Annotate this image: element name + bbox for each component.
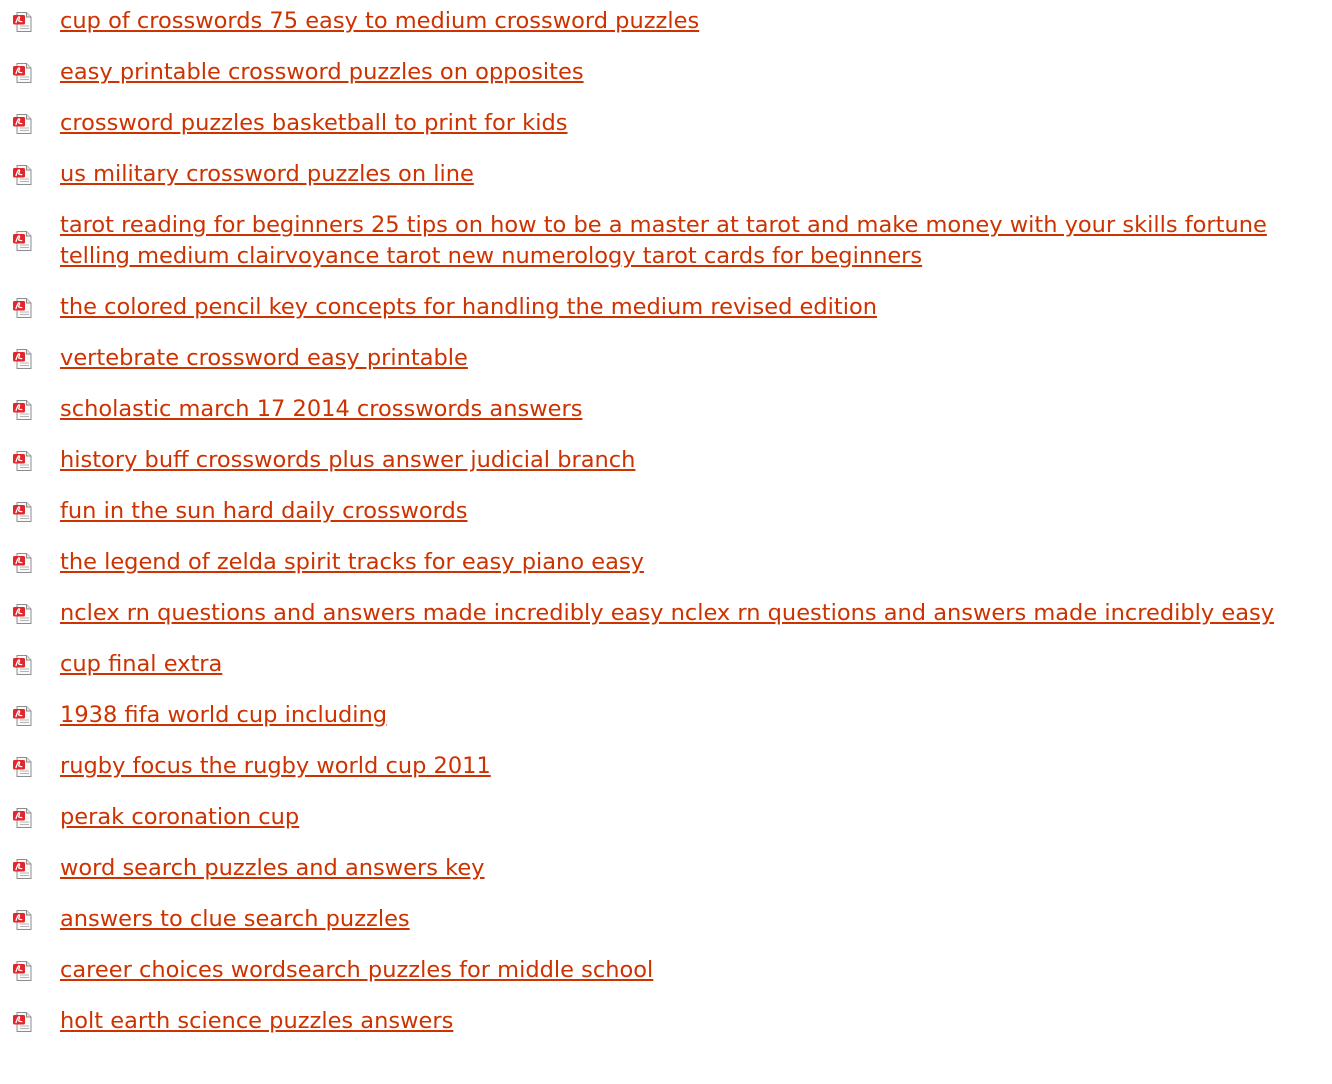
pdf-link[interactable]: fun in the sun hard daily crosswords: [60, 498, 468, 524]
pdf-icon: [12, 450, 34, 472]
pdf-link[interactable]: the colored pencil key concepts for handling the medium revised edition: [60, 294, 878, 320]
list-item: [0, 1006, 1332, 1037]
pdf-icon: [12, 807, 34, 829]
pdf-link[interactable]: crossword puzzles basketball to print for kids: [60, 110, 568, 136]
pdf-link[interactable]: nclex rn questions and answers made incredibly easy nclex rn questions and answers made incredibly easy: [60, 600, 1275, 626]
list-item: [0, 853, 1332, 884]
pdf-icon: [12, 501, 34, 523]
list-item: [0, 649, 1332, 680]
pdf-link[interactable]: the legend of zelda spirit tracks for easy piano easy: [60, 549, 644, 575]
list-item: [0, 598, 1332, 629]
list-item: [0, 343, 1332, 374]
pdf-link[interactable]: word search puzzles and answers key: [60, 855, 485, 881]
pdf-icon: [12, 858, 34, 880]
pdf-link[interactable]: cup of crosswords 75 easy to medium crossword puzzles: [60, 8, 700, 34]
list-item: [0, 57, 1332, 88]
pdf-link[interactable]: vertebrate crossword easy printable: [60, 345, 468, 371]
list-item: [0, 955, 1332, 986]
pdf-link[interactable]: 1938 fifa world cup including: [60, 702, 388, 728]
pdf-link[interactable]: cup final extra: [60, 651, 223, 677]
pdf-link[interactable]: rugby focus the rugby world cup 2011: [60, 753, 491, 779]
pdf-icon: [12, 11, 34, 33]
pdf-icon: [12, 1011, 34, 1033]
pdf-link[interactable]: career choices wordsearch puzzles for middle school: [60, 957, 654, 983]
pdf-icon: [12, 113, 34, 135]
pdf-link[interactable]: answers to clue search puzzles: [60, 906, 410, 932]
pdf-link[interactable]: holt earth science puzzles answers: [60, 1008, 454, 1034]
pdf-icon: [12, 603, 34, 625]
pdf-icon: [12, 909, 34, 931]
pdf-icon: [12, 705, 34, 727]
pdf-link[interactable]: scholastic march 17 2014 crosswords answers: [60, 396, 583, 422]
pdf-link[interactable]: easy printable crossword puzzles on opposites: [60, 59, 584, 85]
pdf-icon: [12, 552, 34, 574]
pdf-icon: [12, 230, 34, 252]
list-item: [0, 547, 1332, 578]
pdf-link[interactable]: us military crossword puzzles on line: [60, 161, 474, 187]
pdf-link[interactable]: tarot reading for beginners 25 tips on how to be a master at tarot and make money with your skills fortune telling medium clairvoyance tarot new numerology tarot cards for beginners: [60, 212, 1267, 269]
pdf-link[interactable]: perak coronation cup: [60, 804, 300, 830]
list-item: [0, 6, 1332, 37]
list-item: [0, 394, 1332, 425]
pdf-icon: [12, 960, 34, 982]
list-item: [0, 700, 1332, 731]
pdf-icon: [12, 164, 34, 186]
list-item: [0, 802, 1332, 833]
pdf-icon: [12, 399, 34, 421]
list-item: [0, 496, 1332, 527]
list-item: [0, 292, 1332, 323]
pdf-icon: [12, 756, 34, 778]
pdf-icon: [12, 297, 34, 319]
list-item: [0, 751, 1332, 782]
list-item: [0, 159, 1332, 190]
list-item: [0, 210, 1332, 272]
list-item: [0, 445, 1332, 476]
list-item: [0, 904, 1332, 935]
pdf-icon: [12, 348, 34, 370]
pdf-link[interactable]: history buff crosswords plus answer judicial branch: [60, 447, 636, 473]
list-item: [0, 108, 1332, 139]
pdf-icon: [12, 654, 34, 676]
pdf-icon: [12, 62, 34, 84]
